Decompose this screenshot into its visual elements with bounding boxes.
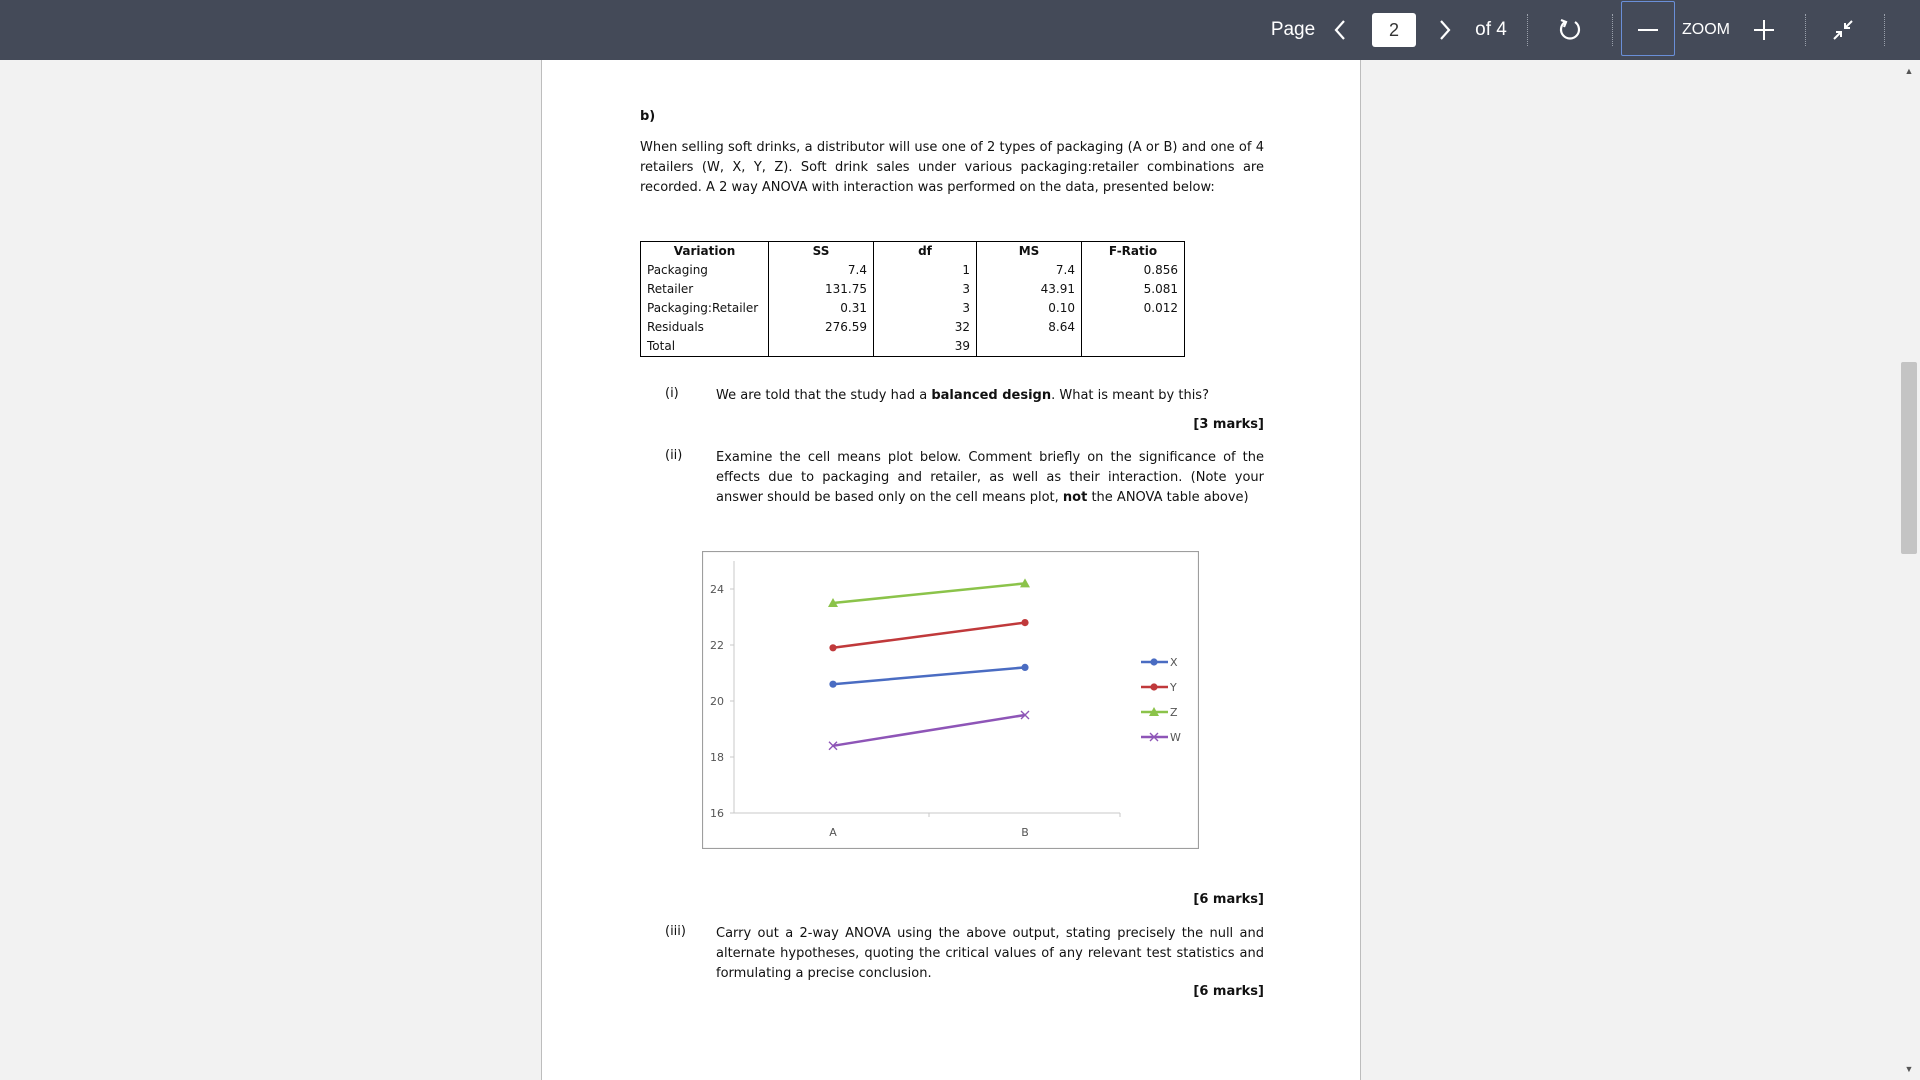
table-cell: Packaging: [641, 261, 769, 280]
question-1-text: We are told that the study had a balanced design. What is meant by this?: [716, 388, 1209, 403]
plus-icon: [1754, 20, 1774, 40]
table-header: df: [874, 242, 977, 262]
zoom-in-button[interactable]: [1744, 0, 1784, 60]
question-1-marks: [3 marks]: [1193, 417, 1264, 432]
series-point-y: [1021, 619, 1028, 626]
rotate-button[interactable]: [1554, 0, 1586, 60]
page-label: Page: [1270, 19, 1316, 40]
scroll-up-arrow[interactable]: ▲: [1904, 66, 1914, 76]
table-row: [641, 299, 1185, 318]
series-point-x: [1021, 664, 1028, 671]
table-header: Variation: [641, 242, 769, 262]
table-cell: 3: [874, 299, 977, 318]
y-tick-label: 22: [710, 639, 724, 652]
zoom-out-button[interactable]: [1628, 0, 1668, 60]
table-cell: 3: [874, 280, 977, 299]
table-row: [641, 280, 1185, 299]
legend-label-z: Z: [1170, 706, 1178, 719]
anova-table: [640, 241, 1185, 357]
intro-paragraph: When selling soft drinks, a distributor will use one of 2 types of packaging (A or B) and one of 4 retailers (W, X, Y, Z). Soft drink sales under various packaging:retailer combinations are recorded. A 2 way ANOVA with interaction was performed on the data, presented below:: [640, 140, 1264, 195]
series-point-y: [829, 644, 836, 651]
table-cell: 32: [874, 318, 977, 337]
question-2-marks: [6 marks]: [1193, 892, 1264, 907]
y-tick-label: 20: [710, 695, 724, 708]
minus-icon: [1638, 28, 1658, 32]
table-header: F-Ratio: [1082, 242, 1185, 262]
pdf-toolbar: [0, 0, 1920, 60]
vertical-scrollbar[interactable]: [1896, 60, 1920, 1080]
table-cell: [769, 337, 874, 357]
table-cell: 0.31: [769, 299, 874, 318]
page-total: of 4: [1475, 19, 1507, 40]
scroll-down-arrow[interactable]: ▼: [1904, 1064, 1914, 1074]
table-cell: Retailer: [641, 280, 769, 299]
table-cell: 131.75: [769, 280, 874, 299]
table-cell: [1082, 337, 1185, 357]
table-row: [641, 318, 1185, 337]
table-cell: [1082, 318, 1185, 337]
table-row: [641, 261, 1185, 280]
part-label: b): [640, 109, 656, 124]
question-2-text: Examine the cell means plot below. Comment briefly on the significance of the effects due to packaging and retailer, as well as their interaction. (Note your answer should be based only on the cell means plot, not the ANOVA table above): [716, 450, 1264, 505]
question-3-text: Carry out a 2-way ANOVA using the above output, stating precisely the null and alternate hypotheses, quoting the critical values of any relevant test statistics and formulating a precise conclusion.: [716, 926, 1264, 981]
table-cell: 0.856: [1082, 261, 1185, 280]
chevron-right-icon: [1438, 19, 1452, 41]
question-1-number: (i): [665, 386, 679, 401]
table-cell: Residuals: [641, 318, 769, 337]
table-cell: Total: [641, 337, 769, 357]
table-header: MS: [977, 242, 1082, 262]
table-cell: 5.081: [1082, 280, 1185, 299]
chevron-left-icon: [1333, 19, 1347, 41]
question-2-number: (ii): [665, 448, 683, 463]
x-tick-label: B: [1021, 826, 1029, 839]
prev-page-button[interactable]: [1325, 0, 1355, 60]
question-3-number: (iii): [665, 924, 686, 939]
table-row: [641, 337, 1185, 357]
y-tick-label: 18: [710, 751, 724, 764]
legend-marker-x: [1150, 658, 1157, 665]
question-3-marks: [6 marks]: [1193, 984, 1264, 999]
table-cell: [977, 337, 1082, 357]
table-cell: Packaging:Retailer: [641, 299, 769, 318]
y-tick-label: 24: [710, 583, 724, 596]
table-cell: 43.91: [977, 280, 1082, 299]
x-tick-label: A: [829, 826, 837, 839]
table-header: SS: [769, 242, 874, 262]
legend-marker-y: [1150, 683, 1157, 690]
table-cell: 7.4: [977, 261, 1082, 280]
next-page-button[interactable]: [1430, 0, 1460, 60]
zoom-label: ZOOM: [1682, 21, 1730, 38]
legend-label-x: X: [1170, 656, 1178, 669]
table-cell: 39: [874, 337, 977, 357]
table-cell: 0.012: [1082, 299, 1185, 318]
series-point-x: [829, 681, 836, 688]
table-cell: 7.4: [769, 261, 874, 280]
table-cell: 8.64: [977, 318, 1082, 337]
scrollbar-thumb[interactable]: [1901, 362, 1917, 554]
collapse-icon: [1832, 19, 1854, 41]
table-cell: 0.10: [977, 299, 1082, 318]
exit-fullscreen-button[interactable]: [1826, 0, 1860, 60]
cell-means-plot: [702, 551, 1199, 849]
y-tick-label: 16: [710, 807, 724, 820]
rotate-icon: [1557, 17, 1583, 43]
legend-label-y: Y: [1170, 681, 1177, 694]
legend-label-w: W: [1170, 731, 1181, 744]
page-number-input[interactable]: 2: [1372, 13, 1416, 47]
table-cell: 276.59: [769, 318, 874, 337]
table-cell: 1: [874, 261, 977, 280]
